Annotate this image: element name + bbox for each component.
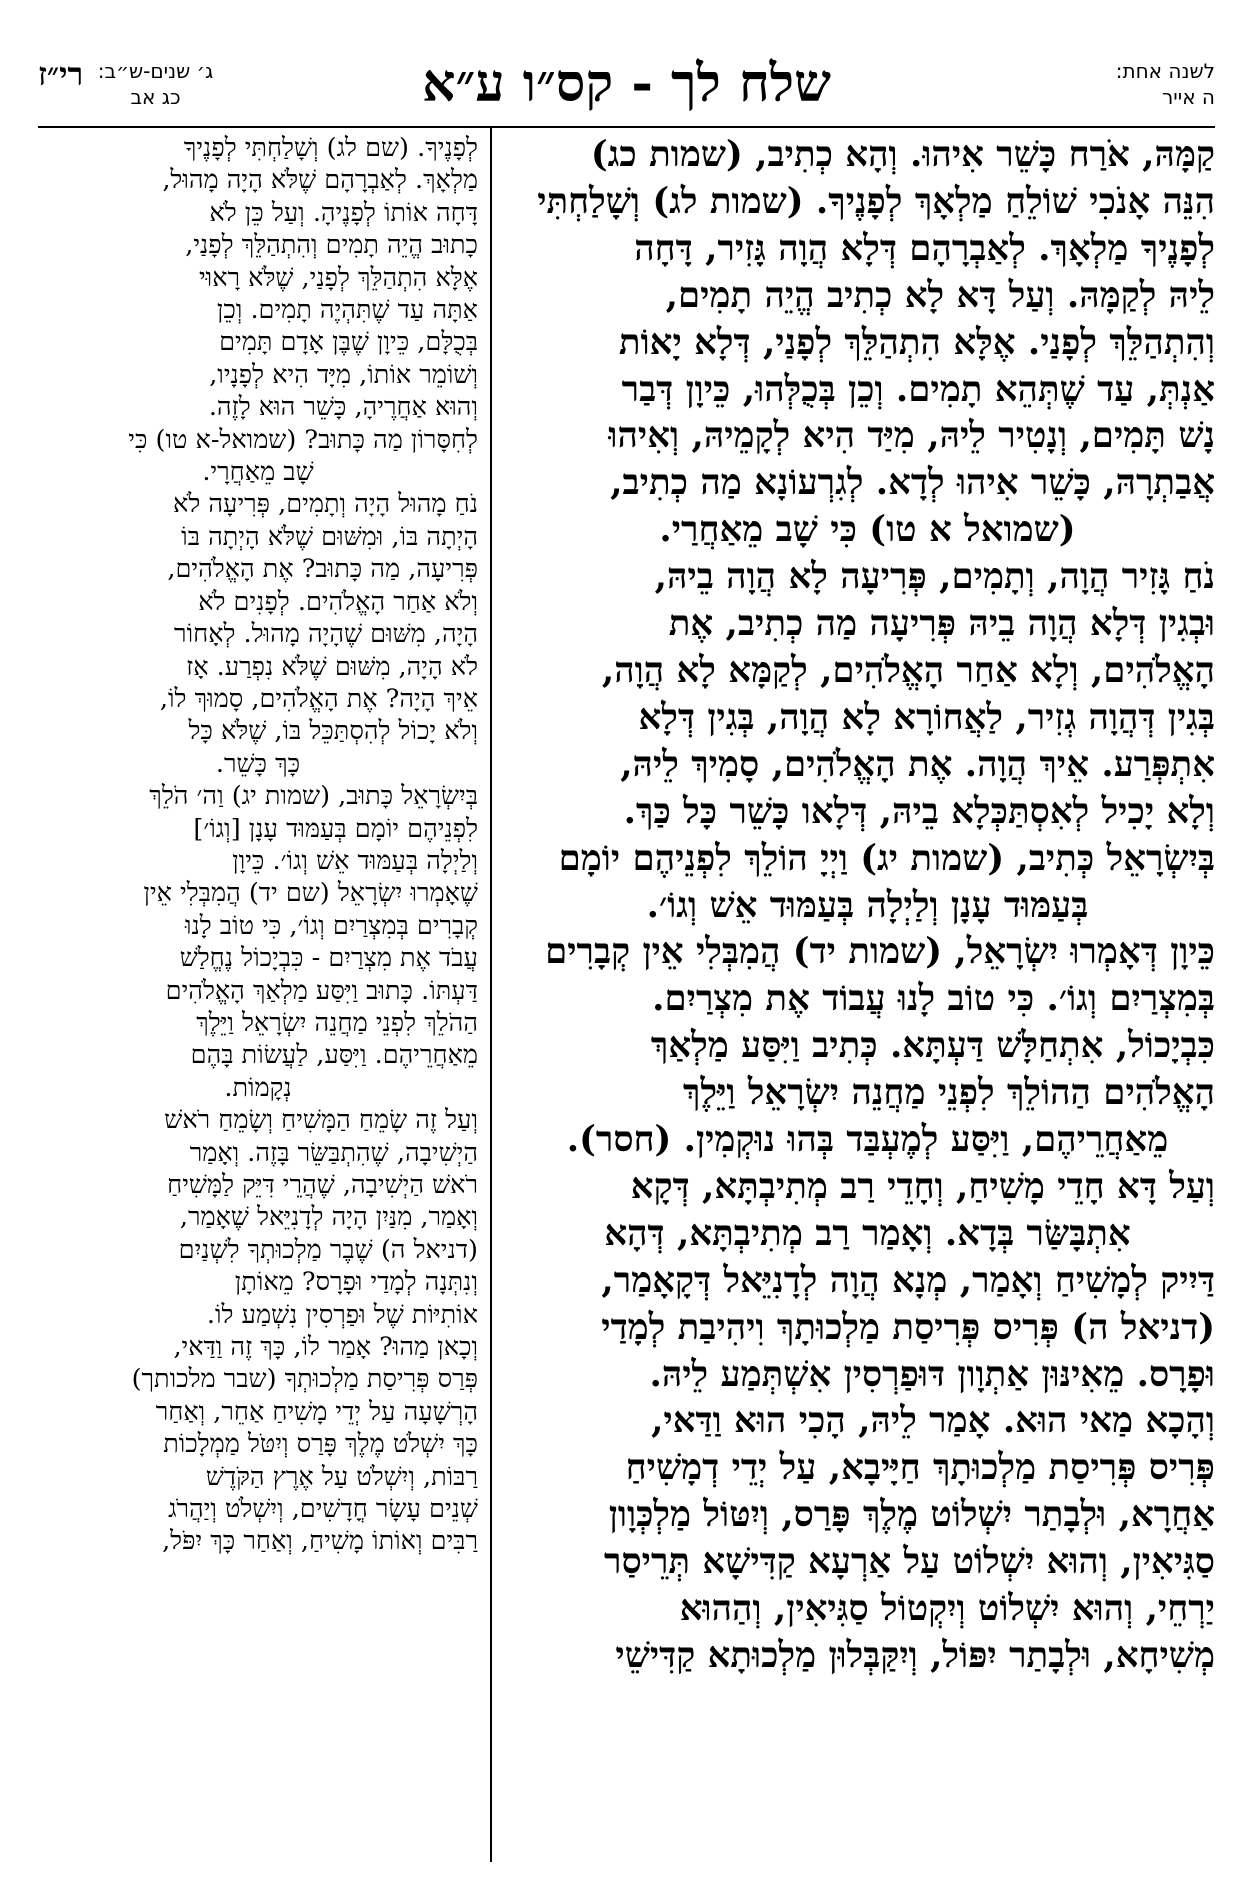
commentary-line: וְאָמַר, מִנַּיִן הָיָה לְדָנִיֵּאל שֶׁאָמַר, [179, 1202, 478, 1233]
main-line: אַחֲרָא, וּלְבָתַר יִשְׁלוֹט מֶלֶךְ פָּרַס, וְיִטּוֹל מַלְכְּוָון [608, 1494, 1215, 1536]
main-line: מְשִׁיחָא, וּלְבָתַר יִפּוֹל, וְיִקַּבְּלוּן מַלְכוּתָא קַדִּישֵׁי [615, 1635, 1215, 1676]
main-line: אִתְבָּשַּׂר בְּדָא. וְאָמַר רַב מְתִיבְתָּא, דְּהָא [604, 1212, 1131, 1254]
zohar-main-text [520, 132, 1215, 1680]
commentary-line: אֶלָּא הִתְהַלֵּךְ לְפָנַי, שֶׁלֹּא רָאוּי [199, 262, 478, 293]
schedule-three-years-date: כג אב [130, 85, 181, 109]
commentary-line: אוֹתִיּוֹת שֶׁל וּפַרְסִין נִשְׁמַע לוֹ. [206, 1299, 478, 1330]
commentary-line: וְעַל זֶה שָׂמֵחַ הַמָּשִׁיחַ וְשָׂמֵחַ רֹאשׁ [164, 1105, 478, 1136]
main-line: מֵאַחֲרֵיהֶם, וַיִּסַּע לְמֶעְבַּד בְּהוּ נוּקְמִין. (חסר). [566, 1119, 1169, 1161]
main-line: וּבְגִין דְּלָא הֲוָה בֵיהּ פְּרִיעָה מַה כְתִיב, אֶת [668, 603, 1215, 645]
commentary-line: וְשׁוֹמֵר אוֹתוֹ, מִיָּד הִיא לְפָנָיו, [209, 359, 478, 390]
commentary-line: הָיְתָה בּוֹ, וּמִשּׁוּם שֶׁלֹּא הָיְתָה בּוֹ [181, 521, 478, 552]
commentary-line: קְבָרִים בְּמִצְרַיִם וְגוֹ׳, כִּי טוֹב לָנוּ [184, 910, 478, 941]
schedule-three-years-label: ג׳ שנים-ש״ב: [97, 59, 214, 83]
commentary-line: פְּרִיעָה, מַה כָּתוּב? אֶת הָאֱלֹהִים, [167, 554, 478, 585]
main-line: (דניאל ה) פְּרִיס פְּרִיסַת מַלְכוּתָךְ וִיהִיבַת לְמָדַי [601, 1306, 1215, 1348]
commentary-column [38, 132, 478, 1558]
main-line: יַרְחֵי, וְהוּא יִשְׁלוֹט וְיִקְטוֹל סַגִּיאִין, וְהַהוּא [679, 1588, 1215, 1630]
commentary-line: רַבּוֹת, וְיִשְׁלֹט עַל אֶרֶץ הַקֹּדֶשׁ [205, 1461, 478, 1492]
commentary-line: פְּרַס פְּרִיסַת מַלְכוּתְךָ (שבר מלכותך) [131, 1364, 478, 1395]
commentary-line: בְּיִשְׂרָאֵל כָּתוּב, (שמות יג) וַה׳ הֹלֵךְ [149, 781, 478, 812]
commentary-line: וְנִתְּנָה לְמָדַי וּפָרָס? מֵאוֹתָן [234, 1267, 478, 1298]
main-line: נֹחַ גָּזִיר הֲוָה, וְתָמִים, פְּרִיעָה לָא הֲוָה בֵיהּ, [654, 556, 1215, 598]
main-line: דַּיִיק לְמָשִׁיחַ וְאָמַר, מְנָא הֲוָה לְדָנִיֵּאל דְּקָאָמַר, [601, 1259, 1215, 1301]
page-header [38, 50, 1215, 122]
commentary-line: כָּךְ כָּשֵׁר. [215, 748, 301, 779]
commentary-line: הַיְשִׁיבָה, שֶׁהִתְבַּשֵּׂר בָּזֶה. וְאָמַר [189, 1137, 478, 1168]
main-line: אֲבַתְרָהּ, כָּשֵׁר אִיהוּ לְדָא. לְגִרְעוֹנָא מַה כְתִיב, [610, 462, 1215, 504]
commentary-line: הָיָה, מִשּׁוּם שֶׁהָיָה מָהוּל. לְאָחוֹר [174, 619, 478, 650]
commentary-line: וְלֹא יָכוֹל לְהִסְתַּכֵּל בּוֹ, שֶׁלֹּא כָּל [188, 716, 478, 747]
commentary-line: וְלֹא אַחַר הָאֱלֹהִים. לְפָנִים לֹא [198, 586, 478, 617]
commentary-line: נֹחַ מָהוּל הָיָה וְתָמִים, פְּרִיעָה לֹא [173, 489, 478, 520]
commentary-line: שְׁנֵים עָשָׂר חֳדָשִׁים, וְיִשְׁלֹט וְיַהֲרֹג [168, 1494, 478, 1525]
main-line: בְּיִשְׂרָאֵל כְּתִיב, (שמות יג) וַיְיָ הוֹלֵךְ לִפְנֵיהֶם יוֹמָם [558, 837, 1215, 879]
commentary-line: עֲבֹד אֶת מִצְרַיִם - כִּבְיָכוֹל נֶחֱלַשׁ [179, 943, 478, 974]
header-divider [38, 126, 1215, 128]
commentary-line: אֵיךְ הָיָה? אֶת הָאֱלֹהִים, סָמוּךְ לוֹ, [159, 683, 478, 714]
commentary-line: וְכָאן מַהוּ? אָמַר לוֹ, כָּךְ זֶה וַדַּאי, [173, 1332, 478, 1363]
commentary-line: הַהֹלֵךְ לִפְנֵי מַחֲנֵה יִשְׂרָאֵל וַיֵּלֶךְ [196, 1007, 478, 1038]
main-line: (שמואל א טו) כִּי שָׁב מֵאַחֲרַי. [659, 509, 1076, 551]
main-line: הִנֵּה אָנֹכִי שׁוֹלֵחַ מַלְאָךְ לְפָנֶיךָ. (שמות לג) וְשָׁלַחְתִּי [537, 180, 1215, 222]
commentary-line: שֶׁאָמְרוּ יִשְׂרָאֵל (שם יד) הֲמִבְּלִי אֵין [143, 878, 478, 909]
commentary-line: דָּחָה אוֹתוֹ לְפָנֶיהָ. וְעַל כֵּן לֹא [209, 197, 478, 228]
commentary-line: רַבִּים וְאוֹתוֹ מָשִׁיחַ, וְאַחַר כָּךְ יִפֹּל, [162, 1526, 478, 1557]
main-line: בְּגִין דְּהֲוָה גְזִיר, לַאֲחוֹרָא לָא הֲוָה, בְּגִין דְּלָא [638, 696, 1215, 738]
main-line: בְּמִצְרַיִם וְגוֹ׳. כִּי טוֹב לָנוּ עֲבוֹד אֶת מִצְרַיִם. [652, 978, 1215, 1020]
column-divider [490, 128, 492, 1862]
commentary-line: הָרְשָׁעָה עַל יְדֵי מָשִׁיחַ אַחֵר, וְאַחַר [155, 1396, 478, 1427]
page-number: רי״ז [38, 55, 84, 93]
commentary-line: לְפָנֶיךָ. (שם לג) וְשָׁלַחְתִּי לְפָנֶיךָ [183, 133, 478, 163]
main-line: לְפָנֶיךָ מַלְאָךְ. לְאַבְרָהָם דְּלָא הֲוָה גָּזִיר, דָּחָה [634, 227, 1215, 269]
commentary-line: וְהוּא אַחֲרֶיהָ, כָּשֵׁר הוּא לָזֶה. [208, 392, 478, 423]
schedule-one-year-label: לשנה אחת: [1115, 59, 1215, 83]
main-line: קַמָּהּ, אֹרַח כָּשֵׁר אִיהוּ. וְהָא כְתִיב, (שמות כג) [590, 134, 1215, 175]
main-line: סַגִּיאִין, וְהוּא יִשְׁלוֹט עַל אַרְעָא קַדִּישָׁא תְּרֵיסַר [604, 1541, 1215, 1583]
main-line: כִּבְיָכוֹל, אִתְחַלָּשׁ דַּעְתָּא. כְּתִיב וַיִּסַּע מַלְאַךְ [650, 1025, 1215, 1067]
main-line: וּפָרָס. מֵאִינּוּן אַתְוָון דּוּפַרְסִין אִשְׁתְּמַע לֵיהּ. [649, 1353, 1215, 1395]
main-line: וְהִתְהַלֵּךְ לְפָנַי. אֶלָּא הִתְהַלֵּךְ לְפָנַי, דְּלָא יָאוֹת [618, 321, 1215, 363]
commentary-line: בְּכֻלָּם, כֵּיוָן שֶׁבֶּן אָדָם תָּמִים [219, 327, 478, 358]
page-title: שלח לך - קס״ו ע״א [422, 53, 831, 114]
main-line: כֵּיוָן דְּאָמְרוּ יִשְׂרָאֵל, (שמות יד) הֲמִבְּלִי אֵין קְבָרִים [545, 931, 1215, 973]
commentary-line: נְקָמוֹת. [224, 1072, 292, 1103]
main-line: נָשׁ תָּמִים, וְנָטִיר לֵיהּ, מִיַּד הִיא לְקָמֵיהּ, וְאִיהוּ [608, 415, 1215, 457]
commentary-line: דַּעְתּוֹ. כָּתוּב וַיִּסַּע מַלְאַךְ הָאֱלֹהִים [165, 975, 478, 1006]
main-line: וְהָכָא מַאי הוּא. אָמַר לֵיהּ, הָכִי הוּא וַדַּאי, [651, 1400, 1215, 1442]
commentary-line: לְחִסָּרוֹן מַה כָּתוּב? (שמואל-א טו) כִּי [128, 424, 478, 455]
commentary-line: (דניאל ה) שֶׁבֶר מַלְכוּתְךָ לִשְׁנַיִם [178, 1234, 478, 1265]
commentary-line: לִפְנֵיהֶם יוֹמָם בְּעַמּוּד עָנָן [וְגוֹ׳] [193, 813, 478, 844]
main-line: אַנְתְּ, עַד שֶׁתְּהֵא תָמִים. וְכֵן בְּכֻלְּהוּ, כֵּיוָן דְּבַר [621, 368, 1215, 410]
commentary-line: כָתוּב הֱיֵה תָמִים וְהִתְהַלֵּךְ לְפָנַי, [185, 230, 478, 261]
main-line: לֵיהּ לְקַמָּהּ. וְעַל דָּא לָא כְתִיב הֱיֵה תָמִים, [665, 274, 1215, 316]
commentary-line: וְלַיְלָה בְּעַמּוּד אֵשׁ וְגוֹ׳. כֵּיוָן [232, 845, 478, 876]
main-line: הָאֱלֹהִים הַהוֹלֵךְ לִפְנֵי מַחֲנֵה יִשְׂרָאֵל וַיֵּלֶךְ [683, 1072, 1215, 1114]
commentary-line: מֵאַחֲרֵיהֶם. וַיִּסַּע, לַעֲשׂוֹת בָּהֶם [190, 1040, 478, 1071]
schedule-one-year-date: ה אייר [1161, 85, 1215, 109]
main-line: בְּעַמּוּד עָנָן וְלַיְלָה בְּעַמּוּד אֵשׁ וְגוֹ׳. [646, 884, 1089, 926]
main-line: הָאֱלֹהִים, וְלָא אַחַר הָאֱלֹהִים, לְקַמָּא לָא הֲוָה, [601, 649, 1215, 691]
commentary-line: רֹאשׁ הַיְשִׁיבָה, שֶׁהֲרֵי דִּיֵּק לַמָּשִׁיחַ [167, 1170, 478, 1200]
commentary-line: שָׁב מֵאַחֲרָי. [202, 457, 314, 488]
main-line: וְלָא יָכִיל לְאִסְתַּכְּלָא בֵיהּ, דְּלָאו כָּשֵׁר כָּל כַּךְ. [623, 790, 1215, 832]
main-line: וְעַל דָּא חָדֵי מָשִׁיחַ, וְחָדֵי רַב מְתִיבְתָּא, דְּקָא [630, 1165, 1215, 1207]
main-line: אִתְפְּרַע. אֵיךְ הֲוָה. אֶת הָאֱלֹהִים, סָמִיךְ לֵיהּ, [620, 743, 1215, 785]
commentary-line: אַתָּה עַד שֶׁתִּהְיֶה תָמִים. וְכֵן [216, 295, 478, 326]
commentary-line: כָּךְ יִשְׁלֹט מֶלֶךְ פָּרַס וְיִטֹּל מַמְלָכוֹת [163, 1429, 478, 1460]
commentary-line: מַלְאָךְ. לְאַבְרָהָם שֶׁלֹּא הָיָה מָהוּל, [162, 165, 478, 196]
commentary-line: לֹא הָיָה, מִשּׁוּם שֶׁלֹּא נִפְרַע. אָז [186, 651, 478, 682]
main-line: פְּרִיס פְּרִיסַת מַלְכוּתָךְ חַיָּיבָא, עַל יְדֵי דְמָשִׁיחַ [625, 1447, 1215, 1489]
